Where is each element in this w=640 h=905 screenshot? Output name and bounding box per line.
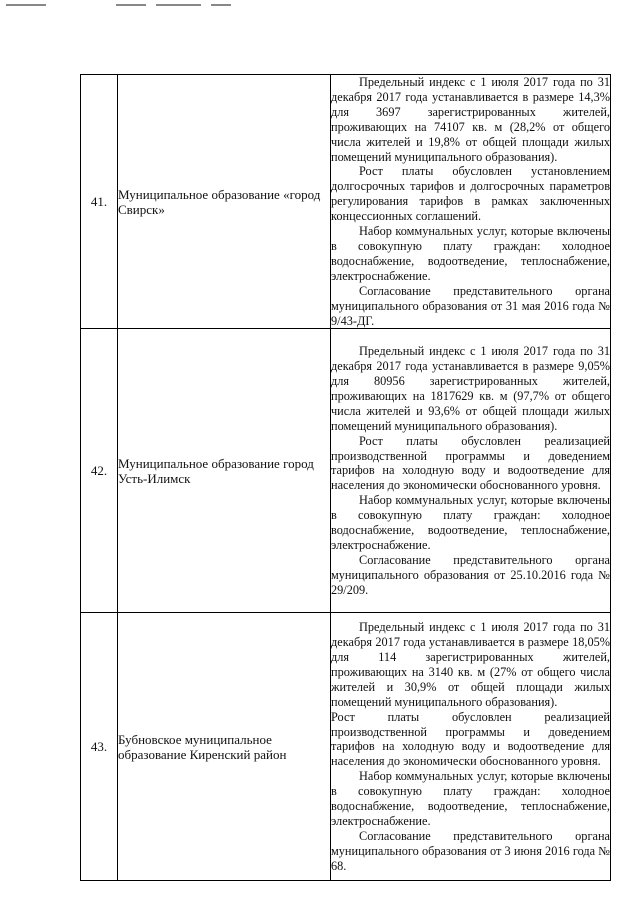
municipality-name: Муниципальное образование «город Свирск» xyxy=(118,75,331,329)
scan-artifact-marks xyxy=(6,4,256,7)
reason-paragraph: Рост платы обусловлен реализацией производственной программы и доведением тарифов на холодную воду и водоотведение для населения до экономически обоснованного уровня. xyxy=(331,709,610,769)
municipality-index-table xyxy=(80,74,611,881)
reason-paragraph: Рост платы обусловлен установлением долгосрочных тарифов и долгосрочных параметров регулирования тарифов в рамках заключенных концессионных соглашений. xyxy=(331,164,610,224)
approval-paragraph: Согласование представительного органа муниципального образования от 31 мая 2016 года № 9/43-ДГ. xyxy=(331,283,610,328)
index-paragraph: Предельный индекс с 1 июля 2017 года по 31 декабря 2017 года устанавливается в размере 9,05% для 80956 зарегистрированных жителей, проживающих на 1817629 кв. м (97,7% от общего числа жителей и 93,6% от общей площади жилых помещений муниципального образования). xyxy=(331,344,610,433)
approval-paragraph: Согласование представительного органа муниципального образования от 25.10.2016 года № 29/209. xyxy=(331,552,610,597)
row-number: 43. xyxy=(81,613,118,881)
services-paragraph: Набор коммунальных услуг, которые включены в совокупную плату граждан: холодное водоснабжение, водоотведение, теплоснабжение, электроснабжение. xyxy=(331,769,610,828)
table-row xyxy=(81,75,611,329)
row-number: 42. xyxy=(81,329,118,613)
row-description xyxy=(331,75,611,329)
table-row xyxy=(81,329,611,613)
reason-paragraph: Рост платы обусловлен реализацией производственной программы и доведением тарифов на холодную воду и водоотведение для населения до экономически обоснованного уровня. xyxy=(331,433,610,493)
table-row xyxy=(81,613,611,881)
services-paragraph: Набор коммунальных услуг, которые включены в совокупную плату граждан: холодное водоснабжение, водоотведение, теплоснабжение, электроснабжение. xyxy=(331,224,610,283)
index-paragraph: Предельный индекс с 1 июля 2017 года по 31 декабря 2017 года устанавливается в размере 14,3% для 3697 зарегистрированных жителей, проживающих на 74107 кв. м (28,2% от общего числа жителей и 19,8% от общей площади жилых помещений муниципального образования). xyxy=(331,75,610,164)
index-paragraph: Предельный индекс с 1 июля 2017 года по 31 декабря 2017 года устанавливается в размере 18,05% для 114 зарегистрированных жителей, проживающих на 3140 кв. м (27% от общего числа жителей и 30,9% от общей площади жилых помещений муниципального образования). xyxy=(331,620,610,709)
row-number: 41. xyxy=(81,75,118,329)
row-description xyxy=(331,329,611,613)
row-description xyxy=(331,613,611,881)
municipality-name: Муниципальное образование город Усть-Илимск xyxy=(118,329,331,613)
municipality-name: Бубновское муниципальное образование Киренский район xyxy=(118,613,331,881)
services-paragraph: Набор коммунальных услуг, которые включены в совокупную плату граждан: холодное водоснабжение, водоотведение, теплоснабжение, электроснабжение. xyxy=(331,493,610,552)
approval-paragraph: Согласование представительного органа муниципального образования от 3 июня 2016 года № 68. xyxy=(331,828,610,873)
